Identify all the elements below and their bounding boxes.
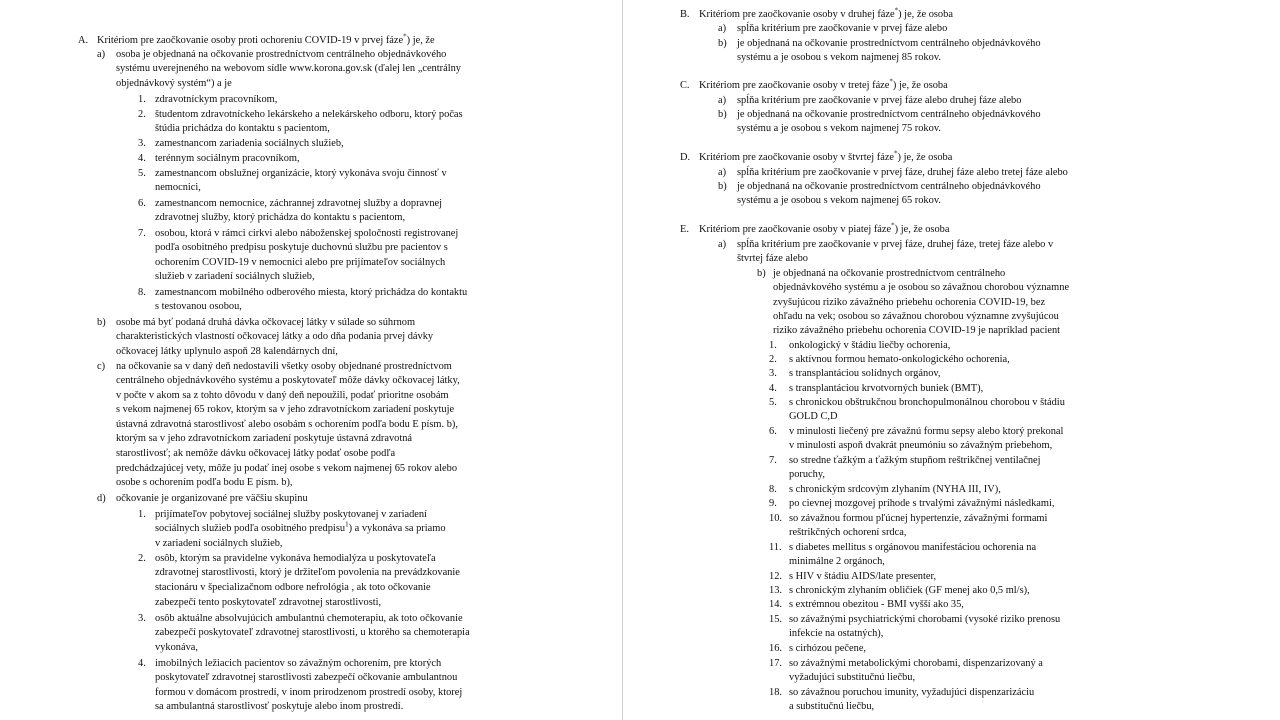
section-c-title: Kritériom pre zaočkovanie osoby v tretej fáze*) je, že osoba <box>699 77 948 91</box>
list-item: so závažnou formou pľúcnej hypertenzie, závažnými formami <box>789 513 1048 524</box>
paragraph-line: spĺňa kritérium pre zaočkovanie v prvej fáze alebo <box>737 23 948 34</box>
list-item: s transplantáciou solídnych orgánov, <box>789 368 941 379</box>
paragraph-line: objednávkového systému a je osobou so závažnou chorobou významne <box>773 282 1070 293</box>
list-number: 8. <box>138 287 146 298</box>
paragraph-line: objednávkový systém“) a je <box>116 78 232 89</box>
section-a-b-label: b) <box>97 317 106 328</box>
list-item: so závažnými metabolickými chorobami, dispenzarizovaný a <box>789 658 1043 669</box>
paragraph-line: ústavná zdravotná starostlivosť alebo osobám s ochorením podľa bodu E písm. b), <box>116 419 458 430</box>
list-number: 18. <box>769 687 782 698</box>
section-c-letter: C. <box>680 80 690 91</box>
list-item: onkologický v štádiu liečby ochorenia, <box>789 340 951 351</box>
list-number: 12. <box>769 571 782 582</box>
section-b-letter: B. <box>680 9 690 20</box>
list-item: v zariadení sociálnych služieb, <box>155 538 283 549</box>
paragraph-line: systému a je osobou s vekom najmenej 85 rokov. <box>737 52 941 63</box>
section-c-b-label: b) <box>718 109 727 120</box>
list-number: 1. <box>138 94 146 105</box>
list-item: vyžadujúci substitučnú liečbu, <box>789 672 916 683</box>
list-number: 6. <box>138 198 146 209</box>
list-item: GOLD C,D <box>789 411 838 422</box>
paragraph-line: je objednaná na očkovanie prostredníctvom centrálneho <box>773 268 1006 279</box>
list-item: nemocnici, <box>155 182 201 193</box>
list-number: 6. <box>769 426 777 437</box>
paragraph-line: očkovacej látky uplynulo aspoň 28 kalendárnych dní, <box>116 346 338 357</box>
paragraph-line: spĺňa kritérium pre zaočkovanie v prvej fáze, druhej fáze, tretej fáze alebo v <box>737 239 1054 250</box>
list-item: minimálne 2 orgánoch, <box>789 556 885 567</box>
paragraph-line: centrálneho objednávkového systému a poskytovateľ môže dávky očkovacej látky, <box>116 375 460 386</box>
list-number: 4. <box>138 658 146 669</box>
paragraph-line: systému uverejneného na webovom sídle www.korona.gov.sk (ďalej len „centrálny <box>116 63 461 74</box>
paragraph-line: predchádzajúcej vety, môže ju podať inej osobe s vekom najmenej 65 rokov alebo <box>116 463 458 474</box>
list-item: stacionáru v špecializačnom odbore nefrológia , ak toto očkovanie <box>155 582 431 593</box>
list-item: s extrémnou obezitou - BMI vyšší ako 35, <box>789 599 964 610</box>
paragraph-line: s vekom najmenej 65 rokov, ktorým sa v jeho zdravotníckom zariadení poskytuje <box>116 404 455 415</box>
list-item: zdravotnej služby, ktorý prichádza do kontaktu s pacientom, <box>155 212 406 223</box>
list-number: 17. <box>769 658 782 669</box>
list-number: 13. <box>769 585 782 596</box>
paragraph-line: je objednaná na očkovanie prostredníctvom centrálneho objednávkového <box>737 38 1041 49</box>
list-number: 5. <box>138 168 146 179</box>
section-e-letter: E. <box>680 224 689 235</box>
list-number: 3. <box>138 613 146 624</box>
list-item: a substitučnú liečbu, <box>789 701 875 712</box>
section-e-a-label: a) <box>718 239 727 250</box>
paragraph-line: v počte v akom sa z tohto dôvodu v daný deň nepoužili, podať prioritne osobám <box>116 390 449 401</box>
list-item: zamestnancom obslužnej organizácie, ktorý vykonáva svoju činnosť v <box>155 168 447 179</box>
section-e-title: Kritériom pre zaočkovanie osoby v piatej fáze*) je, že osoba <box>699 221 950 235</box>
list-item: vykonáva, <box>155 642 198 653</box>
list-item: sociálnych služieb podľa osobitného predpisu$^1$) a vykonáva sa priamo <box>155 520 446 534</box>
list-item: s chronickou obštrukčnou bronchopulmonálnou chorobou v štádiu <box>789 397 1065 408</box>
list-number: 16. <box>769 643 782 654</box>
paragraph-line: systému a je osobou s vekom najmenej 75 rokov. <box>737 123 941 134</box>
paragraph-line: systému a je osobou s vekom najmenej 65 rokov. <box>737 195 941 206</box>
paragraph-line: spĺňa kritérium pre zaočkovanie v prvej fáze alebo druhej fáze alebo <box>737 95 1022 106</box>
section-a-title: Kritériom pre zaočkovanie osoby proti ochoreniu COVID-19 v prvej fáze*) je, že <box>97 32 435 46</box>
list-item: s cirhózou pečene, <box>789 643 867 654</box>
list-item: osobou, ktorá v rámci cirkvi alebo náboženskej spoločnosti registrovanej <box>155 228 459 239</box>
list-item: zabezpečí tento poskytovateľ zdravotnej starostlivosti, <box>155 597 382 608</box>
list-item: zamestnancom nemocnice, záchrannej zdravotnej služby a dopravnej <box>155 198 443 209</box>
paragraph-line: osobe má byť podaná druhá dávka očkovacej látky v súlade so súhrnom <box>116 317 416 328</box>
list-item: osôb, ktorým sa pravidelne vykonáva hemodialýza u poskytovateľa <box>155 553 436 564</box>
paragraph-line: riziko závažného priebehu ochorenia COVID-19 je napríklad pacient <box>773 325 1061 336</box>
list-number: 3. <box>138 138 146 149</box>
list-item: zamestnancom zariadenia sociálnych služieb, <box>155 138 344 149</box>
section-a-letter: A. <box>78 35 89 46</box>
list-number: 3. <box>769 368 777 379</box>
section-a-a-label: a) <box>97 49 106 60</box>
paragraph-line: je objednaná na očkovanie prostredníctvom centrálneho objednávkového <box>737 109 1041 120</box>
list-number: 15. <box>769 614 782 625</box>
list-item: reštrikčných ochorení srdca, <box>789 527 907 538</box>
paragraph-line: spĺňa kritérium pre zaočkovanie v prvej fáze, druhej fáze alebo tretej fáze alebo <box>737 167 1068 178</box>
list-item: infekcie na ostatných), <box>789 628 884 639</box>
paragraph-line: na očkovanie sa v daný deň nedostavili všetky osoby objednané prostredníctvom <box>116 361 452 372</box>
list-item: podľa osobitného predpisu poskytuje duchovnú službu pre pacientov s <box>155 242 448 253</box>
section-a-c-label: c) <box>97 361 106 372</box>
paragraph-line: ohľadu na vek; osobou so závažnou chorobou významne zvyšujúcou <box>773 311 1059 322</box>
list-item: s aktívnou formou hemato-onkologického ochorenia, <box>789 354 1010 365</box>
list-number: 8. <box>769 484 777 495</box>
section-b-a-label: a) <box>718 23 727 34</box>
paragraph-line: osoba je objednaná na očkovanie prostredníctvom centrálneho objednávkového <box>116 49 447 60</box>
paragraph-line: zvyšujúcou riziko závažného priebehu ochorenia COVID-19, bez <box>773 297 1046 308</box>
list-item: v minulosti liečený pre závažnú formu sepsy alebo ktorý prekonal <box>789 426 1064 437</box>
section-d-a-label: a) <box>718 167 727 178</box>
list-number: 4. <box>138 153 146 164</box>
list-item: prijímateľov pobytovej sociálnej služby poskytovanej v zariadení <box>155 509 427 520</box>
list-number: 5. <box>769 397 777 408</box>
list-item: so stredne ťažkým a ťažkým stupňom reštrikčnej ventilačnej <box>789 455 1041 466</box>
list-number: 4. <box>769 383 777 394</box>
list-item: s transplantáciou krvotvorných buniek (BMT), <box>789 383 984 394</box>
list-number: 1. <box>769 340 777 351</box>
list-item: služieb v zariadení sociálnych služieb, <box>155 271 315 282</box>
paragraph-line: očkovanie je organizované pre väčšiu skupinu <box>116 493 308 504</box>
paragraph-line: charakteristických vlastností očkovacej látky a odo dňa podania prvej dávky <box>116 331 434 342</box>
section-d-title: Kritériom pre zaočkovanie osoby v štvrtej fáze*) je, že osoba <box>699 149 953 163</box>
list-number: 7. <box>138 228 146 239</box>
list-item: so závažnou poruchou imunity, vyžadujúci dispenzarizáciu <box>789 687 1035 698</box>
section-b-b-label: b) <box>718 38 727 49</box>
list-item: poruchy, <box>789 469 825 480</box>
list-item: terénnym sociálnym pracovníkom, <box>155 153 300 164</box>
list-number: 9. <box>769 498 777 509</box>
list-number: 2. <box>769 354 777 365</box>
list-item: poskytovateľ zdravotnej starostlivosti zabezpečí očkovanie ambulantnou <box>155 672 458 683</box>
paragraph-line: ktorým sa v jeho zdravotníckom zariadení poskytuje ústavná zdravotná <box>116 433 413 444</box>
paragraph-line: je objednaná na očkovanie prostredníctvom centrálneho objednávkového <box>737 181 1041 192</box>
list-item: s chronickým srdcovým zlyhaním (NYHA III, IV), <box>789 484 1001 495</box>
list-item: osôb aktuálne absolvujúcich ambulantnú chemoterapiu, ak toto očkovanie <box>155 613 463 624</box>
section-a-d-label: d) <box>97 493 106 504</box>
list-item: s chronickým zlyhaním obličiek (GF menej ako 0,5 ml/s), <box>789 585 1030 596</box>
list-number: 2. <box>138 553 146 564</box>
list-number: 2. <box>138 109 146 120</box>
paragraph-line: štvrtej fáze alebo <box>737 253 808 264</box>
list-item: s HIV v štádiu AIDS/late presenter, <box>789 571 937 582</box>
list-item: študentom zdravotníckeho lekárskeho a nelekárskeho odboru, ktorý počas <box>155 109 463 120</box>
section-e-b-label: b) <box>757 268 766 279</box>
list-item: formou v domácom prostredí, v inom prirodzenom prostredí osoby, ktorej <box>155 687 463 698</box>
list-item: zabezpečí poskytovateľ zdravotnej starostlivosti, u ktorého sa chemoterapia <box>155 627 470 638</box>
list-item: štúdia prichádza do kontaktu s pacientom, <box>155 123 330 134</box>
list-item: zamestnancom mobilného odberového miesta, ktorý prichádza do kontaktu <box>155 287 468 298</box>
list-item: zdravotníckym pracovníkom, <box>155 94 278 105</box>
section-c-a-label: a) <box>718 95 727 106</box>
list-item: zdravotnej starostlivosti, ktorý je držiteľom povolenia na prevádzkovanie <box>155 567 460 578</box>
paragraph-line: starostlivosť; ak nemôže dávku očkovacej látky podať osobe podľa <box>116 448 396 459</box>
list-item: ochorením COVID-19 v nemocnici alebo pre prijímateľov sociálnych <box>155 257 446 268</box>
section-d-letter: D. <box>680 152 691 163</box>
list-number: 1. <box>138 509 146 520</box>
list-item: sa ambulantná starostlivosť poskytuje alebo inom prostredí. <box>155 701 404 712</box>
list-number: 11. <box>769 542 782 553</box>
list-number: 14. <box>769 599 782 610</box>
section-d-b-label: b) <box>718 181 727 192</box>
list-item: s diabetes mellitus s orgánovou manifestáciou ochorenia na <box>789 542 1037 553</box>
section-b-title: Kritériom pre zaočkovanie osoby v druhej fáze*) je, že osoba <box>699 6 953 20</box>
list-item: s testovanou osobou, <box>155 301 242 312</box>
list-item: so závažnými psychiatrickými chorobami (vysoké riziko prenosu <box>789 614 1061 625</box>
list-item: imobilných ležiacich pacientov so závažným ochorením, pre ktorých <box>155 658 442 669</box>
list-number: 10. <box>769 513 782 524</box>
page-divider <box>622 0 623 720</box>
paragraph-line: osobe s ochorením podľa bodu E písm. b), <box>116 477 293 488</box>
list-item: po cievnej mozgovej príhode s trvalými závažnými následkami, <box>789 498 1055 509</box>
list-number: 7. <box>769 455 777 466</box>
list-item: v minulosti aspoň dvakrát pneumóniu so závažným priebehom, <box>789 440 1053 451</box>
